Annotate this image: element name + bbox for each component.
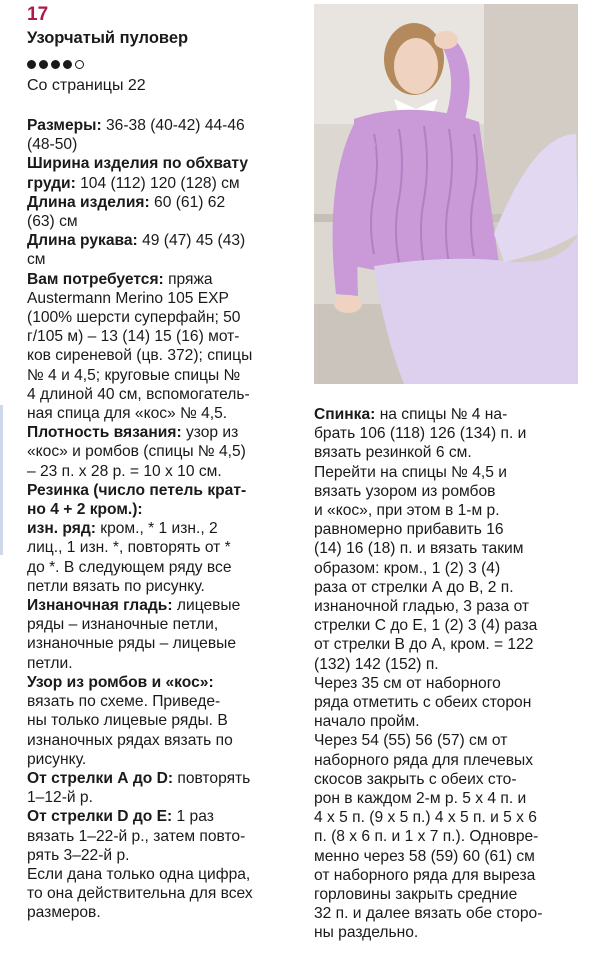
left-paragraph: [27, 865, 309, 923]
left-paragraph: [27, 481, 309, 519]
paragraph-label: Размеры:: [27, 117, 102, 134]
paragraph-label: Ширина изделия по обхвату груди:: [27, 155, 249, 192]
paragraph-label: изн. ряд:: [27, 520, 96, 538]
left-paragraph: [27, 193, 309, 231]
paragraph-label: Длина изделия:: [27, 193, 150, 211]
left-paragraph: [27, 673, 309, 769]
paragraph-text: узор из «кос» и ромбов (спицы № 4,5) – 23 п. х 28 р. = 10 х 10 см.: [27, 424, 246, 480]
difficulty-dot-filled: [51, 60, 60, 69]
paragraph-label: Узор из ромбов и «кос»:: [27, 673, 214, 691]
left-column: [27, 4, 309, 923]
paragraph-text: пряжа Austermann Merino 105 EXP (100% шерсти суперфайн; 50 г/105 м) – 13 (14) 15 (16) мот- ков сиреневой (цв. 372); спицы № 4 и 4,5; круговые спицы № 4 длиной 40 см, вспомогатель- ная спица для «кос» № 4,5.: [27, 270, 253, 423]
left-paragraph: [27, 231, 309, 269]
photo-illustration: [314, 4, 578, 384]
paragraph-text: кром., * 1 изн., 2 лиц., 1 изн. *, повторять от * до *. В следующем ряду все петли вязать по рисунку.: [27, 520, 232, 595]
difficulty-dot-filled: [39, 60, 48, 69]
left-paragraph: [27, 270, 309, 424]
model-photo: [314, 4, 578, 384]
page-edge-mark: [0, 405, 3, 555]
difficulty-dot-empty: [75, 60, 84, 69]
pattern-number: 17: [27, 4, 49, 25]
paragraph-text: вязать по схеме. Приведе- ны только лицевые ряды. В изнаночных рядах вязать по рисунку.: [27, 693, 233, 768]
difficulty-dot-filled: [27, 60, 36, 69]
source-reference: Со страницы 22: [27, 77, 146, 94]
paragraph-text: 60 (61) 62 (63) см: [27, 193, 226, 231]
difficulty-rating: [27, 57, 309, 71]
difficulty-dot-filled: [63, 60, 72, 69]
paragraph-label: Резинка (число петель крат- но 4 + 2 кром.):: [27, 481, 247, 519]
left-paragraph: [27, 154, 309, 192]
paragraph-text: на спицы № 4 на- брать 106 (118) 126 (134) п. и вязать резинкой 6 см. Перейти на спицы № 4,5 и вязать узором из ромбов и «кос», при этом в 1-м р. равномерно прибавить 16 (14) 16 (18) п. и вязать таким образом: кром., 1 (2) 3 (4) раза от стрелки А до В, 2 п. изнаночной гладью, 3 раза от стрелки С до Е, 1 (2) 3 (4) раза от стрелки В до А, кром. = 122 (132) 142 (152) п. Через 35 см от наборного ряда отметить с обеих сторон начало пройм. Через 54 (55) 56 (57) см от наборного ряда для плечевых скосов закрыть с обеих сто- рон в каждом 2-м р. 5 х 4 п. и 4 х 5 п. (9 х 5 п.) 4 х 5 п. и 5 х 6 п. (8 х 6 п. и 1 х 7 п.). Одновре- менно через 58 (59) 60 (61) см от наборного ряда для выреза горловины закрыть средние 32 п. и далее вязать обе сторо- ны раздельно.: [314, 406, 543, 942]
left-paragraph: [27, 423, 309, 481]
paragraph-text: 36-38 (40-42) 44-46 (48-50): [27, 117, 245, 154]
paragraph-text: Если дана только одна цифра, то она действительна для всех размеров.: [27, 865, 253, 922]
left-paragraph: [27, 116, 309, 154]
right-column: [314, 405, 592, 943]
paragraph-label: Спинка:: [314, 406, 376, 423]
paragraph-label: Плотность вязания:: [27, 424, 182, 442]
paragraph-label: Длина рукава:: [27, 232, 138, 250]
paragraph-text: 104 (112) 120 (128) см: [75, 174, 240, 192]
left-paragraph: [27, 807, 309, 865]
paragraph-label: От стрелки D до Е:: [27, 808, 173, 826]
paragraph-text: 49 (47) 45 (43) см: [27, 232, 246, 269]
right-text-body: [314, 405, 592, 943]
paragraph-label: Изнаночная гладь:: [27, 597, 173, 615]
paragraph-text: повторять 1–12-й р.: [27, 769, 251, 807]
paragraph-label: Вам потребуется:: [27, 270, 164, 288]
left-paragraph: [27, 519, 309, 596]
left-paragraph: [27, 596, 309, 673]
left-text-body: [27, 116, 309, 923]
paragraph-text: лицевые ряды – изнаночные петли, изнаночные ряды – лицевые петли.: [27, 597, 241, 672]
paragraph-text: 1 раз вязать 1–22-й р., затем повто- рять 3–22-й р.: [27, 808, 246, 864]
right-paragraph: [314, 405, 592, 943]
left-paragraph: [27, 769, 309, 807]
pattern-title: Узорчатый пуловер: [27, 29, 189, 47]
paragraph-label: От стрелки А до D:: [27, 769, 174, 787]
